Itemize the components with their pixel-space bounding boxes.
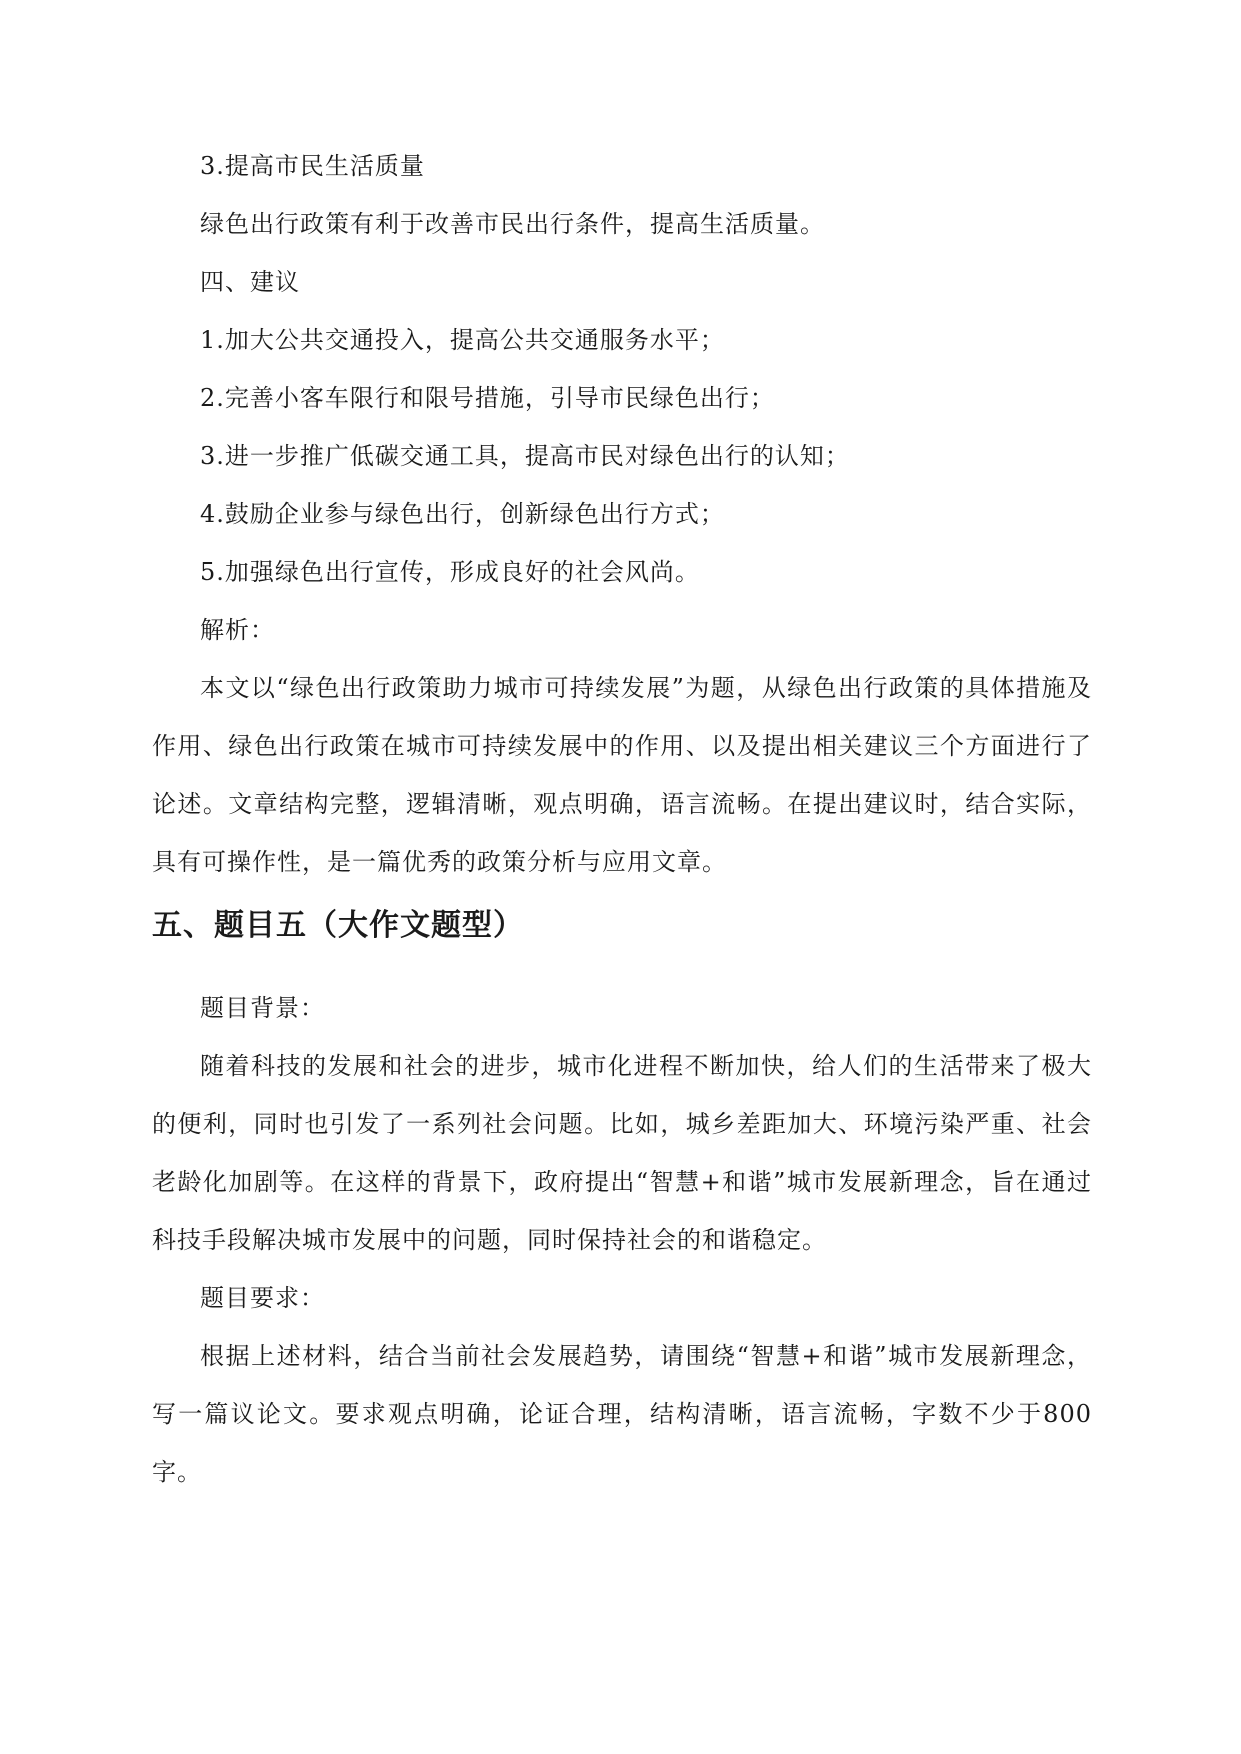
analysis-paragraph: 本文以“绿色出行政策助力城市可持续发展”为题，从绿色出行政策的具体措施及作用、绿色出行政策在城市可持续发展中的作用、以及提出相关建议三个方面进行了论述。文章结构完整，逻辑清晰，观点明确，语言流畅。在提出建议时，结合实际，具有可操作性，是一篇优秀的政策分析与应用文章。	[152, 674, 1092, 876]
section-title-suggestions: 四、建议	[200, 268, 300, 296]
suggestion-item: 2.完善小客车限行和限号措施，引导市民绿色出行；	[200, 384, 775, 412]
requirements-paragraph: 根据上述材料，结合当前社会发展趋势，请围绕“智慧+和谐”城市发展新理念，写一篇议论文。要求观点明确，论证合理，结构清晰，语言流畅，字数不少于800字。	[152, 1342, 1092, 1486]
analysis-label: 解析：	[200, 616, 275, 644]
subsection-title: 3.提高市民生活质量	[200, 152, 425, 180]
background-label: 题目背景：	[200, 994, 325, 1022]
suggestion-item: 1.加大公共交通投入，提高公共交通服务水平；	[200, 326, 725, 354]
suggestion-item: 4.鼓励企业参与绿色出行，创新绿色出行方式；	[200, 500, 725, 528]
requirements-label: 题目要求：	[200, 1284, 325, 1312]
suggestion-item: 3.进一步推广低碳交通工具，提高市民对绿色出行的认知；	[200, 442, 850, 470]
background-paragraph: 随着科技的发展和社会的进步，城市化进程不断加快，给人们的生活带来了极大的便利，同时也引发了一系列社会问题。比如，城乡差距加大、环境污染严重、社会老龄化加剧等。在这样的背景下，政府提出“智慧+和谐”城市发展新理念，旨在通过科技手段解决城市发展中的问题，同时保持社会的和谐稳定。	[152, 1052, 1092, 1254]
suggestion-item: 5.加强绿色出行宣传，形成良好的社会风尚。	[200, 558, 700, 586]
section-heading: 五、题目五（大作文题型）	[152, 908, 524, 943]
body-paragraph: 绿色出行政策有利于改善市民出行条件，提高生活质量。	[200, 210, 825, 238]
